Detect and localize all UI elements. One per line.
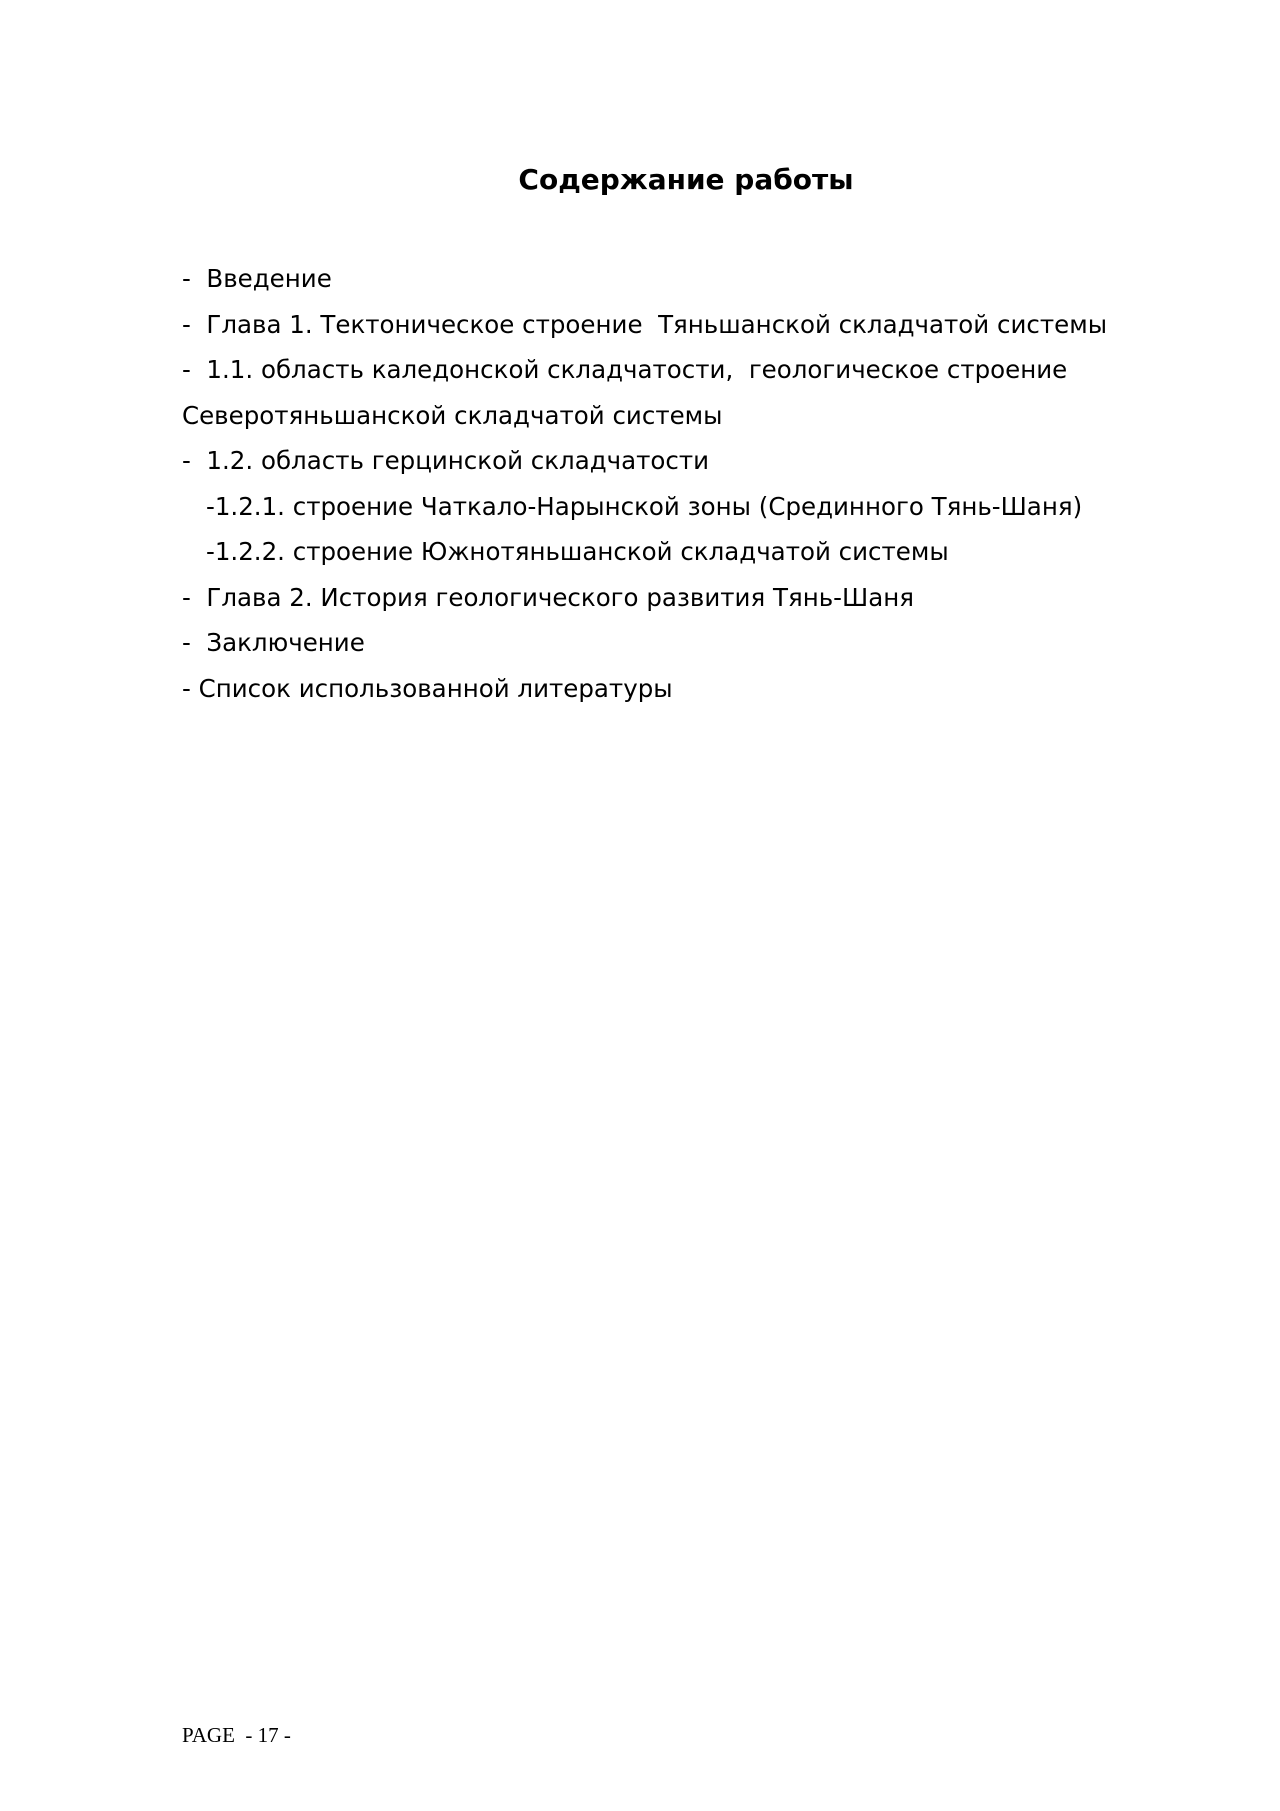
toc-item-chapter-2: - Глава 2. История геологического развития Тянь-Шаня xyxy=(182,582,914,612)
toc-item-references: - Список использованной литературы xyxy=(182,673,673,703)
toc-item-conclusion: - Заключение xyxy=(182,628,365,657)
toc-item-section-1-1: - 1.1. область каледонской складчатости, геологическое строение xyxy=(182,355,1068,384)
page-number-footer: PAGE - 17 - xyxy=(182,1723,291,1747)
toc-item-introduction: - Введение xyxy=(182,264,332,293)
toc-item-section-1-2-2: -1.2.2. строение Южнотяньшанской складчатой системы xyxy=(206,537,949,566)
toc-item-section-1-1-continued: Северотяньшанской складчатой системы xyxy=(182,400,723,430)
page-title: Содержание работы xyxy=(518,163,854,196)
toc-item-section-1-2-1: -1.2.1. строение Чаткало-Нарынской зоны (Срединного Тянь-Шаня) xyxy=(206,491,1083,521)
table-of-contents xyxy=(182,256,1242,711)
toc-item-section-1-2: - 1.2. область герцинской складчатости xyxy=(182,446,710,475)
toc-item-chapter-1: - Глава 1. Тектоническое строение Тяньшанской складчатой системы xyxy=(182,309,1108,339)
